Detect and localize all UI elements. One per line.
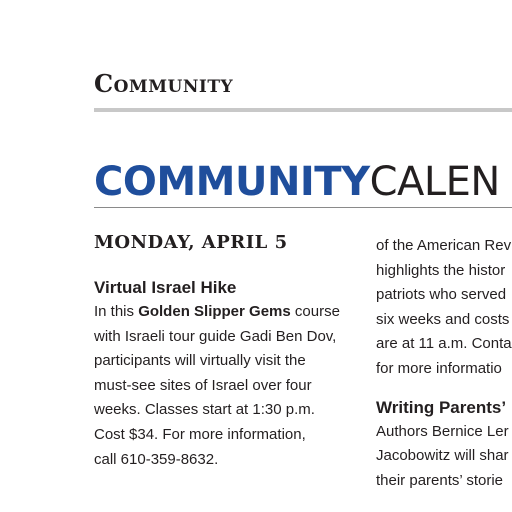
event-line: six weeks and costs <box>376 310 510 328</box>
date-heading: MONDAY, APRIL 5 <box>94 232 288 253</box>
program-name: Golden Slipper Gems <box>138 303 291 320</box>
left-column <box>94 226 356 472</box>
event-line: Cost $34. For more information, <box>94 425 306 443</box>
right-column <box>376 234 512 493</box>
event-line: with Israeli tour guide Gadi Ben Dov, <box>94 327 337 345</box>
event-line: weeks. Classes start at 1:30 p.m. <box>94 401 315 419</box>
banner-light-word: CALEN <box>369 159 500 205</box>
event-line: participants will virtually visit the <box>94 352 306 370</box>
section-divider <box>94 108 512 112</box>
event-description <box>94 300 356 472</box>
event-title: Writing Parents’ <box>376 397 507 417</box>
event-line: patriots who served <box>376 286 507 304</box>
event-description-continued <box>376 234 512 382</box>
event-line: of the American Rev <box>376 237 512 254</box>
event-line: their parents’ storie <box>376 471 504 489</box>
event-line: Jacobowitz will shar <box>376 447 509 465</box>
event-line: are at 11 a.m. Conta <box>376 335 512 353</box>
event-line: for more informatio <box>376 359 502 377</box>
event-line: call 610-359-8632. <box>94 450 219 468</box>
banner-bold-word: COMMUNITY <box>94 159 370 205</box>
calendar-banner <box>94 158 500 206</box>
section-title: Community <box>94 69 234 98</box>
banner-divider <box>94 207 512 208</box>
event-line: must-see sites of Israel over four <box>94 376 312 394</box>
event-description <box>376 420 512 494</box>
event-line: highlights the histor <box>376 261 506 279</box>
event-line: Authors Bernice Ler <box>376 422 509 440</box>
event-title: Virtual Israel Hike <box>94 278 237 297</box>
event-line: In this Golden Slipper Gems course <box>94 303 340 320</box>
